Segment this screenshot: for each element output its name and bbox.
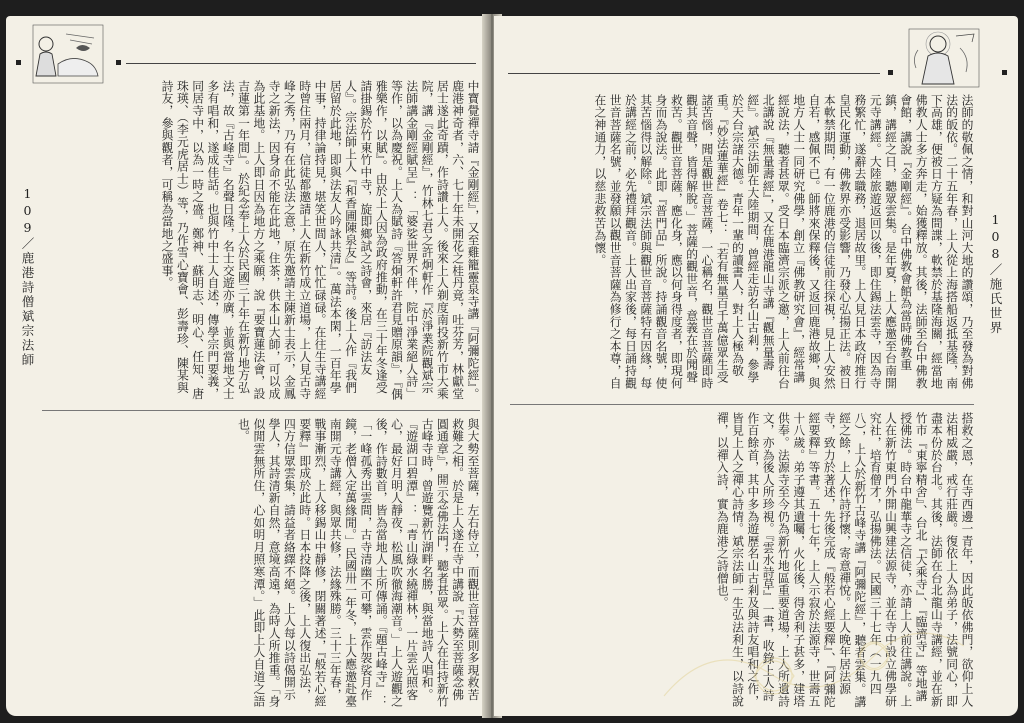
block-separator bbox=[510, 404, 974, 405]
header-rule bbox=[126, 63, 476, 64]
header-bullet bbox=[888, 70, 893, 75]
floral-watermark-icon bbox=[654, 576, 974, 716]
lower-text-block: 與大勢至菩薩，左右侍立，而觀世音菩薩則多現救苦救難之相。於是上人遂在寺中講說『大勢至菩薩念佛圓通章』，開示念佛法門，聽者甚眾。上人在住持新竹古峰寺時，曾遊覽新竹湖畔名勝，與當地詩人唱和。『遊湖口碧潭』：「青山綠水繞禪林，一片雲光照客心，最好月明人靜夜，松風吹徹海潮音。」上人遊觀之後，作詩數首，皆為當地人士所傳誦。『題古峰寺』：「一峰孤秀出雲間，古寺清幽不可攀，雲作袈裟月作鏡，老僧入定萬緣閒。」民國卅一年冬，上人應邀赴臺南開元寺講經，與眾共修，法緣殊勝。三十三年春，戰事漸烈，上人移錫山中靜修，閉關著述，『般若心經要釋』即成於此時。日本投降之後，上人復出弘法，四方信眾雲集，請益者絡繹不絕。上人每以詩偈開示學人，其詩清新自然，意境高遠，為時人所推重。「身似閒雲無所住，心如明月照寒潭。」此即上人自道之語也。 bbox=[236, 418, 480, 708]
header-bullet bbox=[1002, 70, 1007, 75]
running-head: 108／施氏世界 bbox=[988, 212, 1003, 336]
lower-text-block: 搭救之恩，在寺西邊一青年，因此皈依佛門，欲仰上人法相威嚴，戒行莊嚴。復依上人為弟子，法號同心，即盡本份於台北。其後，法師在台北龍山寺講經，並在新竹市『東寧精舍』、台北『大乘寺』、『臨濟寺』等地講授佛法。時台中龍華寺之信徒，亦請上人前往講說。上人在新竹東門外開山興建法源寺，並在寺中設立佛學研究社，培育僧才，弘揚佛法。民國三十七年（一九四八），上人於新竹古峰寺講『阿彌陀經』，聽者雲集。講經之餘，上人作詩抒懷，寄意禪悅。上人晚年居法源寺，致力於著述，先後完成『般若心經要釋』、『阿彌陀經要釋』等書。五十七年，上人示寂於法源寺，世壽五十八歲。弟子遵其遺囑，火化後，得舍利子甚多，建塔供奉。法源寺至今仍為新竹地區重要道場，上人所遺詩文，亦為後人所珍視。『雲水詩草』一書，收錄上人詩作百餘首，其中多為遊歷名山古剎及與詩友唱和之作，皆見上人之禪心詩情。斌宗法師一生弘法利生，以詩說禪，以禪入詩，實為鹿港之詩僧也。 bbox=[715, 412, 974, 708]
block-separator bbox=[42, 410, 480, 411]
upper-text-block: 法師的敬佩之情，和對山河大地的讚頌，乃至發為對佛法的皈依。二十五年春，上人從上海搭船返抵基隆，南下高雄，便被日方疑為間諜，軟禁於基隆海關，經當地佛教人士多方奔走，始獲釋放。其後，法師至台中佛教會館，講說『金剛經』。台中佛教會館為當時佛教重鎮，講經之日，聽眾雲集。是年夏，上人應邀至台南開元寺講經。大陸旅遊返回以後，即住錫法雲寺，因為寺務繁忙，遂辭去職務，退居故里。上人見日本政府推行皇民化運動，佛教界亦受影響，乃發心弘揚正法。被日本軟禁期間，有一位鹿港的信徒前往探視，見上人安然自若，感佩不已。師將來保釋後，又返回鹿港故鄉，與地方人士一同研究佛學，創立『佛教研究會』，經常講經說法，聽者甚眾。受日本臨濟宗派之邀，上人前往台北講說『無量壽經』，又在鹿港龍山寺講『觀無量壽經』。斌宗法師在大陸期間，曾經走訪名山古剎，參學於天台宗諸大德。青年一輩的讀書人，對上人極為敬重。『妙法蓮華經』卷七：「若有無量百千萬億眾生受諸苦惱，聞是觀世音菩薩，一心稱名，觀世音菩薩即時觀其音聲，皆得解脫。」菩薩的觀世音，意義在於聞聲救苦。觀世音菩薩，應化身，應以何身得度者，即現何身而為說法。此即『普門品』所說。持誦觀音名號，使其苦惱得以解除。斌宗法師與觀世音菩薩特有因緣，每於講經之前，必先禮拜觀音。上人出家後，每日誦持觀世音菩薩名號，並發願以觀世音菩薩為修行之本尊，自在之神通力，以慈悲救苦為懷。 bbox=[592, 94, 974, 390]
guanyin-illustration-icon bbox=[908, 28, 980, 88]
upper-text-block: 中寶覺禪寺請『金剛經』，又至雞籠靈泉寺講『阿彌陀經』。鹿港神奇者，六、七十年未開花之桂丹竟，吐芬芳，林獻堂居士遂此奇蹟，作詩讚上人。後來上人剃度南投新竹市大乘院，講『金剛經』，竹林七君之許炯軒作『於淨業院觀斌宗法師講金剛經賦呈』：「婆娑世界不伴，院中淨業絕人詩」等作，以為慶祝。上人為賦詩『答炯軒許君見贈原韻』，『偶雅樂作，以賦』。由於上人因為政府推動，在三十年冬逢受請掛錫於竹東竹中寺，旋即鄉試之詩會，來居『訪法友人』。宗法師上人『和香圃陳泉友』等詩。後上人作『我們居留於此地，即與法友人吟詠共清』。萬法本閑，一百年學中事，持律論持見，堪笑世間人，忙忙碌碌。在往生寺講經時曾住兩月，信徒都邀請上人在新竹成立道場，上人見古寺峰之秀，乃有在此弘法之意，原先邀請主陳新士表示，金鳳寺之新法，因身命不能在此地，住茶，供本山大師，可以成為此基地。上人即日因為地方之乘願，說『要寶蓮法會，設吉蓮第一年間』。於紀念奉上人於民國三十年在新竹地方弘法，故『古峰寺』名聲日隆，名士交遊亦廣，並與當地文士多有唱和，遂成佳話。也與竹中士人自述，傳學宗門要義，同居寺中，以為一時之盛。鄭神、蘇明志、明心、任知、唐珠瑛、（李元虎居士）等，乃作雪心寶會、彭壽珍、陳某與詩友，參與觀者，可稱為當地之盛事。 bbox=[160, 80, 480, 401]
header-bullet bbox=[116, 60, 121, 65]
monk-illustration-icon bbox=[32, 24, 104, 84]
header-bullet bbox=[16, 60, 21, 65]
right-page bbox=[494, 16, 1018, 716]
left-page bbox=[6, 16, 490, 716]
running-head: 109／鹿港詩僧斌宗法師 bbox=[20, 186, 35, 368]
header-rule bbox=[508, 73, 880, 74]
